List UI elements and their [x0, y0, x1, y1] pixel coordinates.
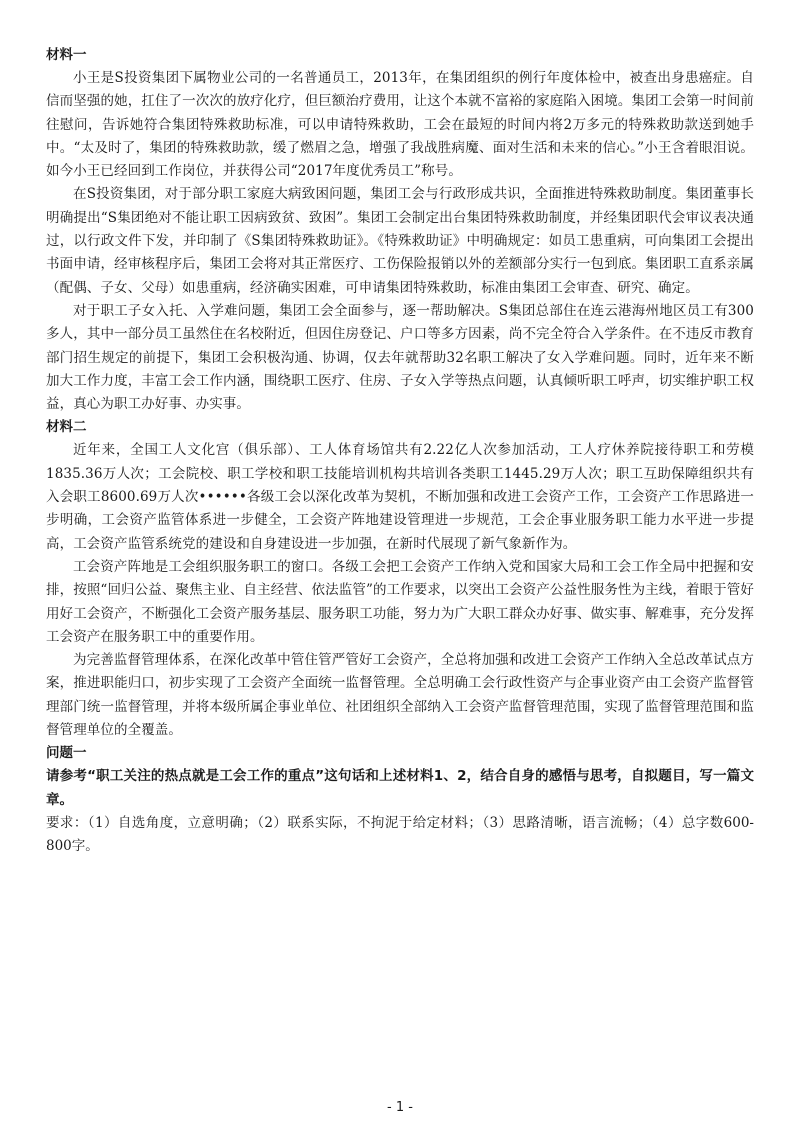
material-2-paragraph-2: 工会资产阵地是工会组织服务职工的窗口。各级工会把工会资产工作纳入党和国家大局和工会工作全局中把握和安排，按照“回归公益、聚焦主业、自主经营、依法监管”的工作要求，以突出工会资产公益性服务性为主线，着眼于管好用好工会资产，不断强化工会资产服务基层、服务职工功能，努力为广大职工群众办好事、做实事、解难事，充分发挥工会资产在服务职工中的重要作用。	[46, 558, 754, 645]
material-2-heading: 材料二	[46, 419, 87, 436]
question-1-heading: 问题一	[46, 745, 87, 762]
page-number: - 1 -	[387, 1100, 413, 1115]
question-1-prompt: 请参考“职工关注的热点就是工会工作的重点”这句话和上述材料1、2，结合自身的感悟与思考，自拟题目，写一篇文章。	[46, 768, 754, 808]
material-1-heading: 材料一	[46, 47, 87, 63]
material-2-paragraph-3: 为完善监督管理体系，在深化改革中管住管严管好工会资产，全总将加强和改进工会资产工作纳入全总改革试点方案，推进职能归口，初步实现了工会资产全面统一监督管理。全总明确工会行政性资产与企事业资产由工会资产监督管理部门统一监督管理，并将本级所属企事业单位、社团组织全部纳入工会资产监督管理范围，实现了监督管理范围和监督管理单位的全覆盖。	[46, 652, 754, 739]
material-1-paragraph-1: 小王是S投资集团下属物业公司的一名普通员工，2013年，在集团组织的例行年度体检中，被查出身患癌症。自信而坚强的她，扛住了一次次的放疗化疗，但巨额治疗费用，让这个本就不富裕的家庭陷入困境。集团工会第一时间前往慰问，告诉她符合集团特殊救助标准，可以申请特殊救助，工会在最短的时间内将2万多元的特殊救助款送到她手中。“太及时了，集团的特殊救助款，缓了燃眉之急，增强了我战胜病魔、面对生活和未来的信心。”小王含着眼泪说。如今小王已经回到工作岗位，并获得公司“2017年度优秀员工”称号。	[46, 70, 754, 180]
question-1-requirements: 要求：（1）自选角度，立意明确；（2）联系实际，不拘泥于给定材料；（3）思路清晰，语言流畅；（4）总字数600-800字。	[46, 814, 754, 855]
material-1-paragraph-2: 在S投资集团，对于部分职工家庭大病致困问题，集团工会与行政形成共识，全面推进特殊救助制度。集团董事长明确提出“S集团绝对不能让职工因病致贫、致困”。集团工会制定出台集团特殊救助制度，并经集团职代会审议表决通过，以行政文件下发，并印制了《S集团特殊救助证》。《特殊救助证》中明确规定：如员工患重病，可向集团工会提出书面申请，经审核程序后，集团工会将对其正常医疗、工伤保险报销以外的差额部分实行一包到底。集团职工直系亲属（配偶、子女、父母）如患重病，经济确实困难，可申请集团特殊救助，标准由集团工会审查、研究、确定。	[46, 186, 754, 296]
material-2-paragraph-1: 近年来，全国工人文化宫（俱乐部）、工人体育场馆共有2.22亿人次参加活动，工人疗休养院接待职工和劳模1835.36万人次；工会院校、职工学校和职工技能培训机构共培训各类职工1445.29万人次；职工互助保障组织共有入会职工8600.69万人次••••••各级工会以深化改革为契机，不断加强和改进工会资产工作，工会资产工作思路进一步明确，工会资产监管体系进一步健全，工会资产阵地建设管理进一步规范，工会企事业服务职工能力水平进一步提高，工会资产监管系统党的建设和自身建设进一步加强，在新时代展现了新气象新作为。	[46, 442, 754, 552]
material-1-paragraph-3: 对于职工子女入托、入学难问题，集团工会全面参与，逐一帮助解决。S集团总部住在连云港海州地区员工有300多人，其中一部分员工虽然住在名校附近，但因住房登记、户口等多方因素，尚不完全符合入学条件。在不违反市教育部门招生规定的前提下，集团工会积极沟通、协调，仅去年就帮助32名职工解决了女入学难问题。同时，近年来不断加大工作力度，丰富工会工作内涵，围绕职工医疗、住房、子女入学等热点问题，认真倾听职工呼声，切实维护职工权益，真心为职工办好事、办实事。	[46, 302, 754, 413]
